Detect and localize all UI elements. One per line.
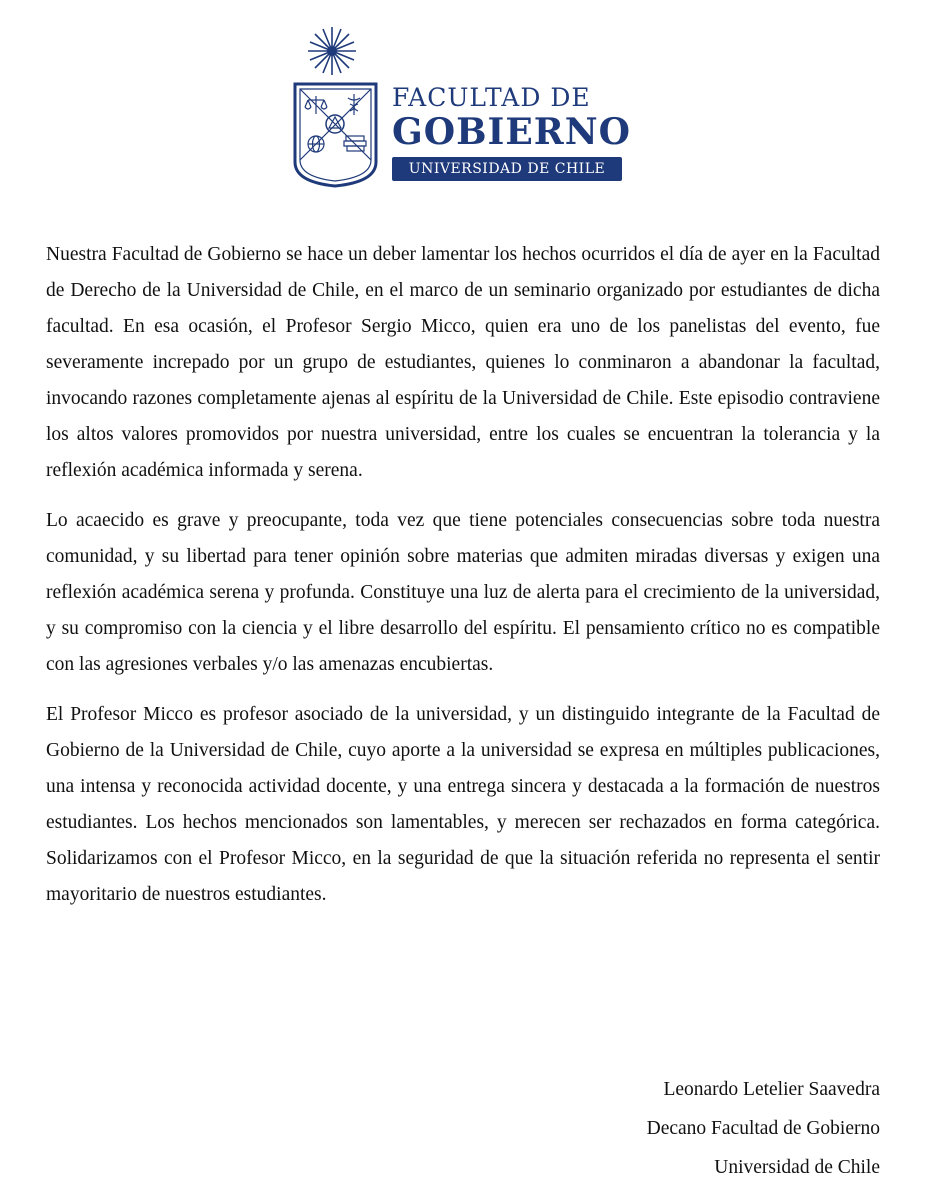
signature-block bbox=[647, 1070, 880, 1187]
signatory-title: Decano Facultad de Gobierno bbox=[646, 1118, 880, 1139]
signatory-name: Leonardo Letelier Saavedra bbox=[663, 1079, 880, 1100]
faculty-name: GOBIERNO bbox=[392, 111, 631, 153]
university-crest-logo bbox=[290, 22, 386, 190]
university-name-bar: UNIVERSIDAD DE CHILE bbox=[392, 157, 622, 181]
signatory-institution: Universidad de Chile bbox=[714, 1157, 880, 1178]
paragraph-2: Lo acaecido es grave y preocupante, toda vez que tiene potenciales consecuencias sobre toda nuestra comunidad, y su libertad para tener opinión sobre materias que admiten miradas diversas y exigen una reflexión académica serena y profunda. Constituye una luz de alerta para el crecimiento de la universidad, y su compromiso con la ciencia y el libre desarrollo del espíritu. El pensamiento crítico no es compatible con las agresiones verbales y/o las amenazas encubiertas. bbox=[46, 510, 880, 675]
paragraph-3: El Profesor Micco es profesor asociado de la universidad, y un distinguido integrante de la Facultad de Gobierno de la Universidad de Chile, cuyo aporte a la universidad se expresa en múltiples publicaciones, una intensa y reconocida actividad docente, y una entrega sincera y destacada a la formación de nuestros estudiantes. Los hechos mencionados son lamentables, y merecen ser rechazados en forma categórica. Solidarizamos con el Profesor Micco, en la seguridad de que la situación referida no representa el sentir mayoritario de nuestros estudiantes. bbox=[46, 704, 880, 905]
faculty-label: FACULTAD DE bbox=[392, 83, 591, 112]
faculty-wordmark bbox=[392, 83, 631, 181]
paragraph-1: Nuestra Facultad de Gobierno se hace un deber lamentar los hechos ocurridos el día de ayer en la Facultad de Derecho de la Universidad de Chile, en el marco de un seminario organizado por estudiantes de dicha facultad. En esa ocasión, el Profesor Sergio Micco, quien era uno de los panelistas del evento, fue severamente increpado por un grupo de estudiantes, quienes lo conminaron a abandonar la facultad, invocando razones completamente ajenas al espíritu de la Universidad de Chile. Este episodio contraviene los altos valores promovidos por nuestra universidad, entre los cuales se encuentran la tolerancia y la reflexión académica informada y serena. bbox=[46, 244, 880, 481]
letterhead bbox=[0, 22, 927, 192]
letter-body bbox=[46, 237, 880, 927]
